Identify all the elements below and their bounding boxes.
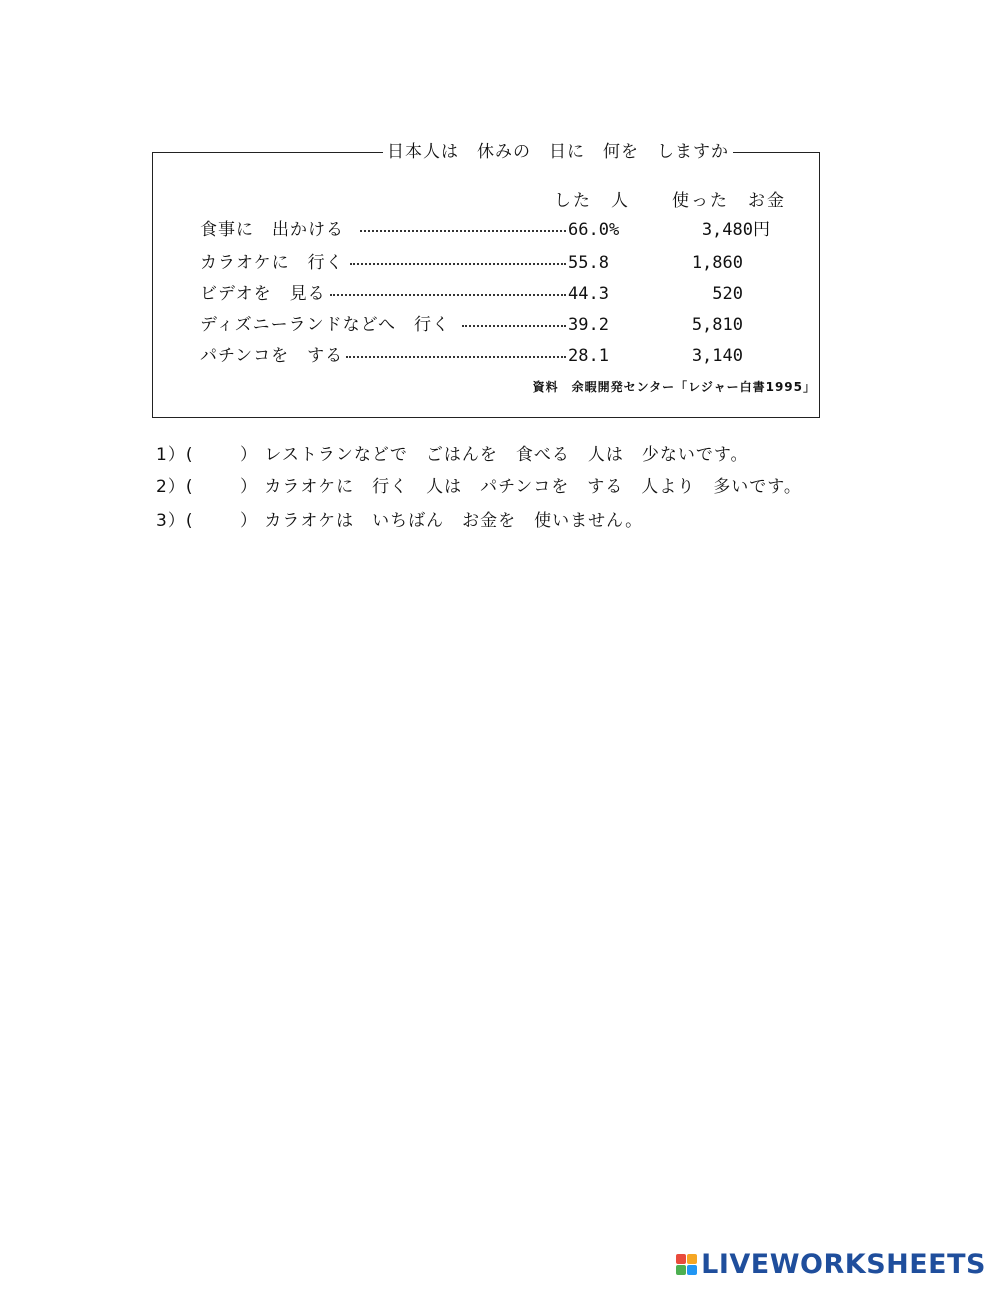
answer-blank[interactable] xyxy=(186,506,258,531)
answer-blank[interactable] xyxy=(186,440,258,465)
answer-blank[interactable] xyxy=(186,472,258,497)
question-1 xyxy=(156,440,749,465)
leader-dots xyxy=(330,294,566,296)
activity-label: カラオケに 行く xyxy=(200,253,344,273)
table-row xyxy=(200,217,780,243)
leader-dots xyxy=(360,230,566,232)
money-value: 1,860 xyxy=(691,253,743,273)
question-number: 1）( xyxy=(156,445,194,465)
table-row xyxy=(200,250,780,276)
question-3 xyxy=(156,506,643,531)
leader-dots xyxy=(346,356,566,358)
leader-dots xyxy=(462,325,566,327)
activity-label: ビデオを 見る xyxy=(200,284,326,304)
money-value: 3,140 xyxy=(691,346,743,366)
question-text: レストランなどで ごはんを 食べる 人は 少ないです。 xyxy=(264,445,749,465)
activity-label: ディズニーランドなどへ 行く xyxy=(200,315,450,335)
logo-mark-icon xyxy=(676,1254,697,1275)
close-paren: ） xyxy=(240,477,258,497)
header-money: 使った お金 xyxy=(672,191,786,211)
table-title: 日本人は 休みの 日に 何を しますか xyxy=(383,138,733,166)
activity-label: 食事に 出かける xyxy=(200,220,344,240)
table-row xyxy=(200,281,780,307)
table-row xyxy=(200,312,780,338)
percent-value: 66.0% xyxy=(568,220,620,240)
close-paren: ） xyxy=(240,511,258,531)
question-number: 3）( xyxy=(156,511,194,531)
close-paren: ） xyxy=(240,445,258,465)
question-number: 2）( xyxy=(156,477,194,497)
table-row xyxy=(200,343,780,369)
source-note: 資料 余暇開発センター「レジャー白書1995」 xyxy=(532,380,816,394)
liveworksheets-logo[interactable] xyxy=(676,1249,986,1280)
percent-value: 28.1 xyxy=(568,346,609,366)
logo-text: LIVEWORKSHEETS xyxy=(701,1249,986,1280)
question-text: カラオケに 行く 人は パチンコを する 人より 多いです。 xyxy=(264,477,802,497)
money-value: 520 xyxy=(712,284,743,304)
question-2 xyxy=(156,472,802,497)
money-value: 3,480円 xyxy=(701,220,770,240)
header-people: した 人 xyxy=(554,191,630,211)
activity-label: パチンコを する xyxy=(200,346,344,366)
percent-value: 55.8 xyxy=(568,253,609,273)
money-value: 5,810 xyxy=(691,315,743,335)
question-text: カラオケは いちばん お金を 使いません。 xyxy=(264,511,644,531)
percent-value: 44.3 xyxy=(568,284,609,304)
percent-value: 39.2 xyxy=(568,315,609,335)
leader-dots xyxy=(350,263,566,265)
